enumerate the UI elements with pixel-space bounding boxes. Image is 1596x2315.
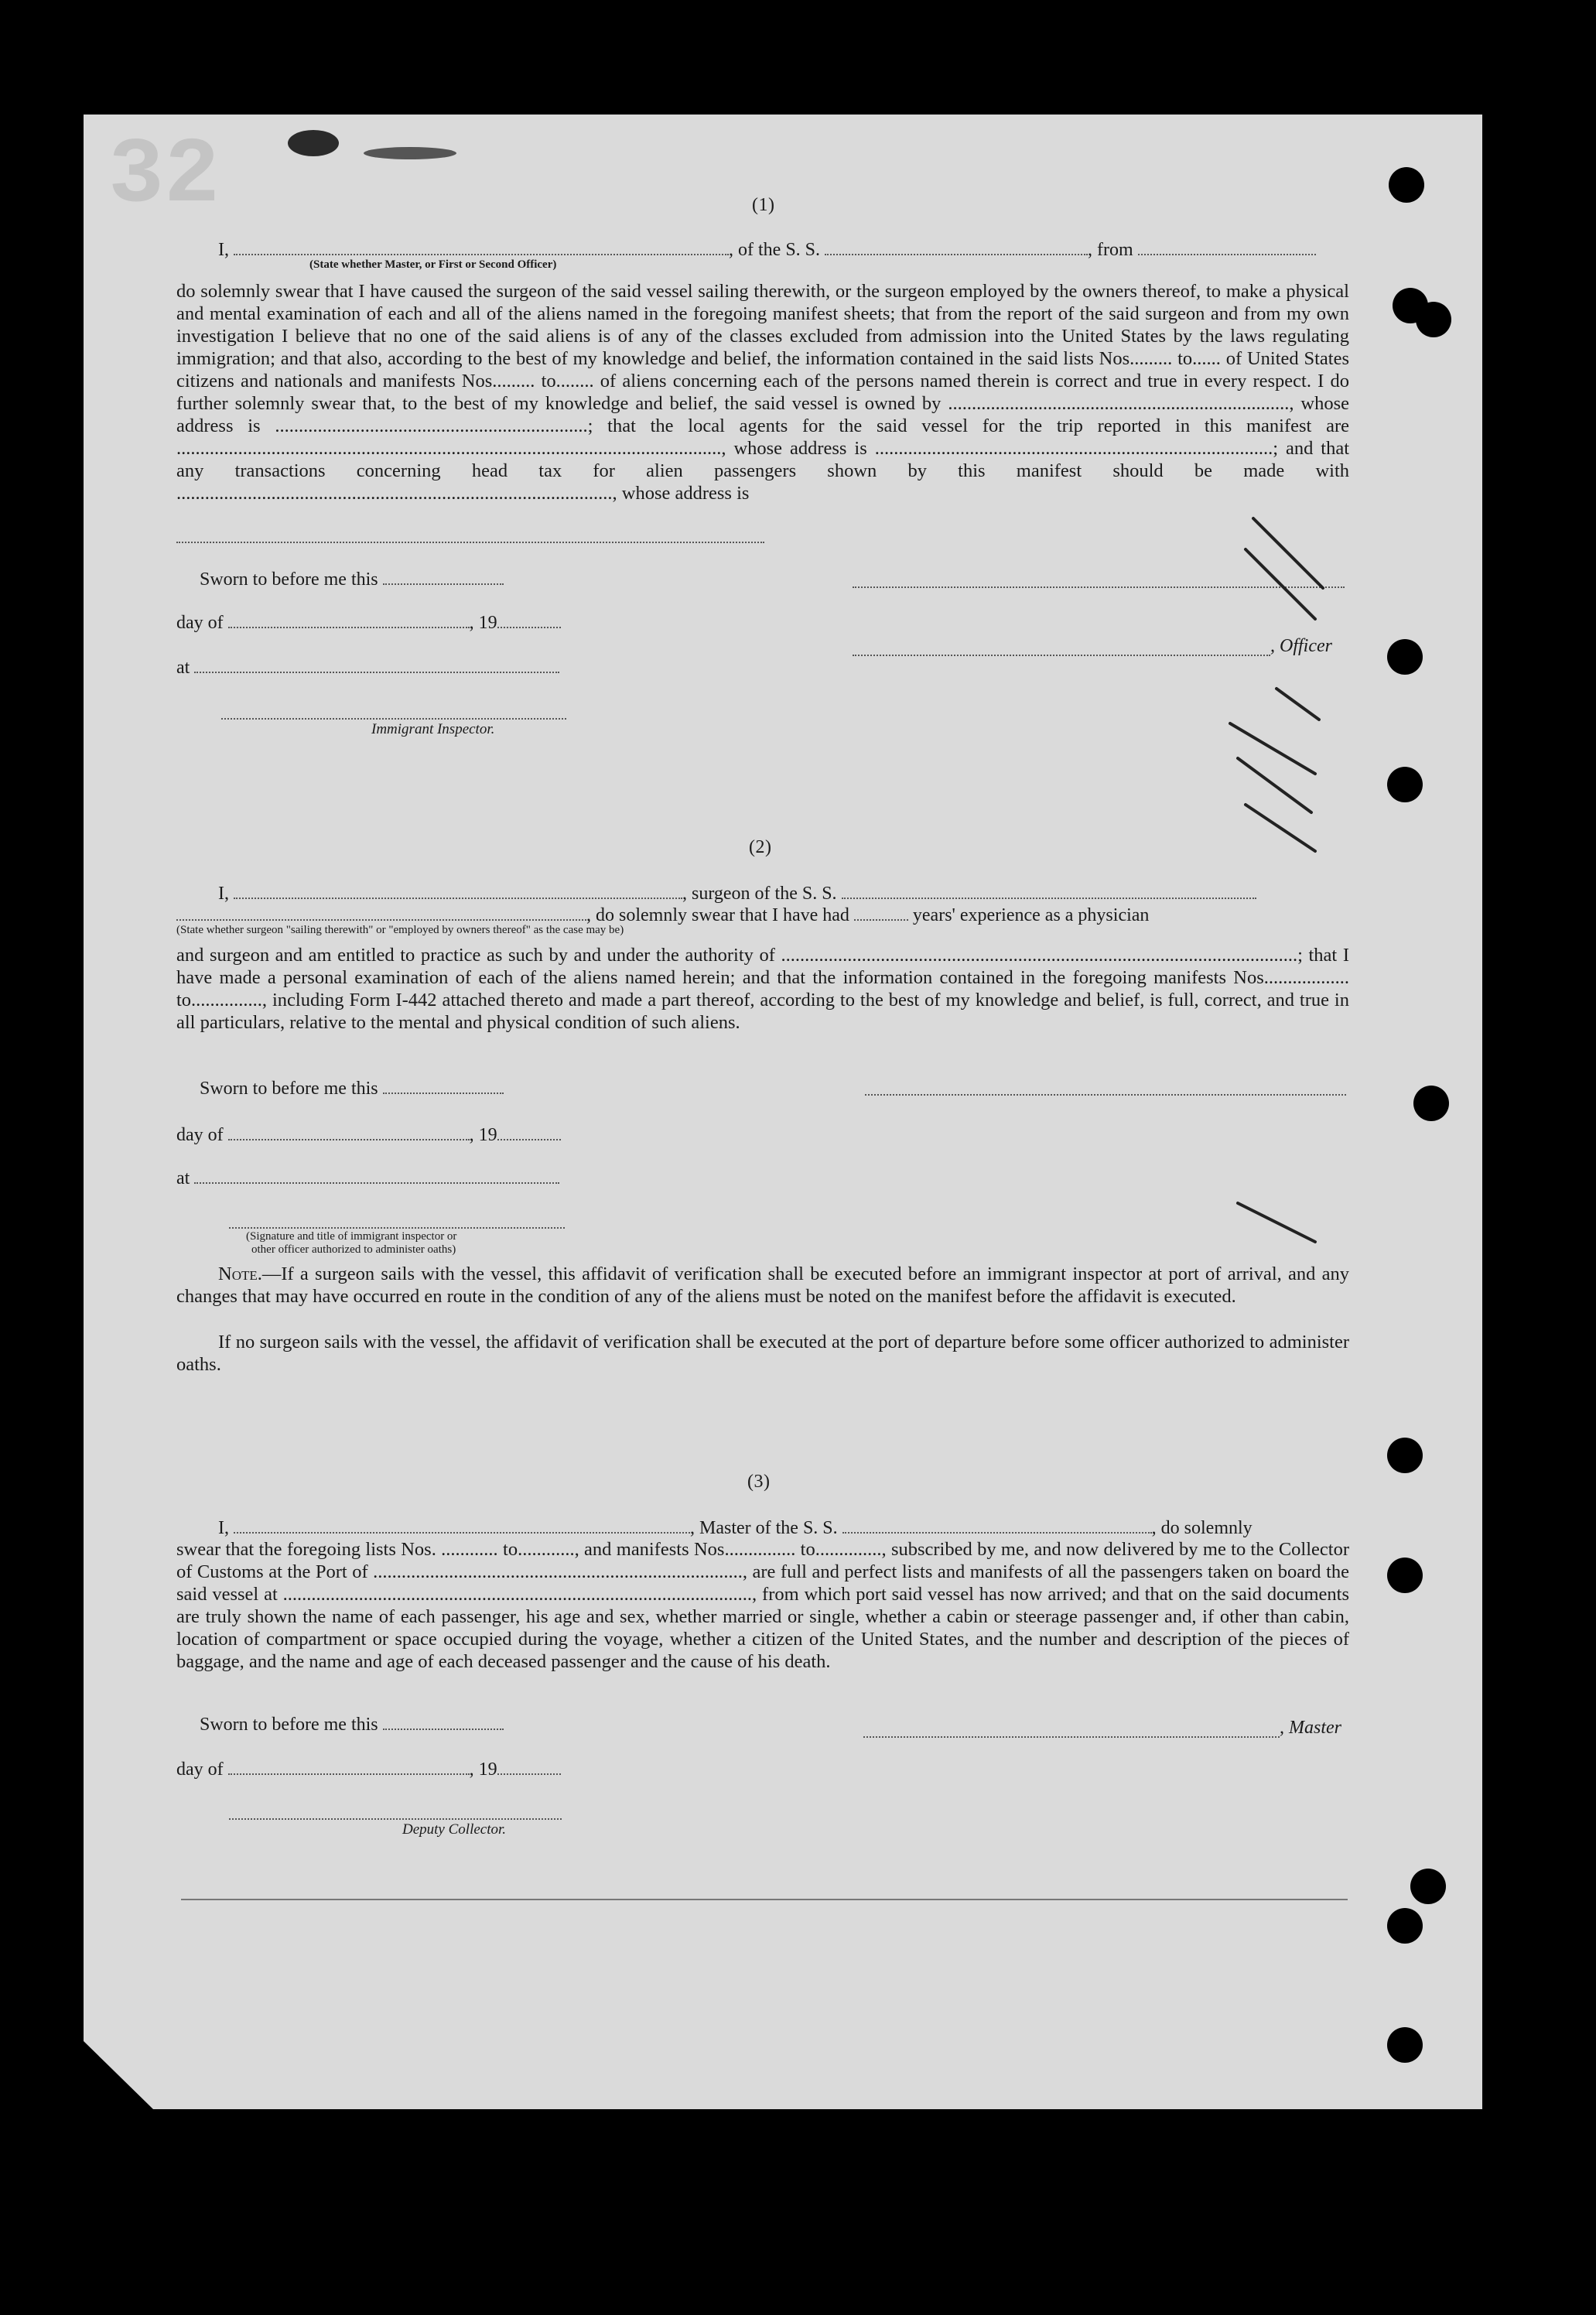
check-mark bbox=[1276, 689, 1319, 720]
sec2-sig-note-1: (Signature and title of immigrant inspector or bbox=[246, 1230, 457, 1243]
check-mark bbox=[1238, 1203, 1315, 1242]
binder-hole bbox=[1416, 302, 1451, 337]
sec1-officer-label: , Officer bbox=[1270, 636, 1332, 656]
sec2-at: at bbox=[176, 1167, 559, 1189]
binder-hole bbox=[1387, 1438, 1423, 1473]
sec2-signature-line-2 bbox=[229, 1227, 565, 1229]
binder-hole bbox=[1387, 2027, 1423, 2063]
sec3-line1: I, , Master of the S. S. , do solemnly bbox=[218, 1518, 1253, 1538]
binder-hole bbox=[1413, 1086, 1449, 1121]
sec2-paragraph: and surgeon and am entitled to practice as such by and under the authority of .............................................................................................................; that I have made a personal examination of each of the aliens named herein; and that the information contained in the foregoing manifests Nos.................. to..............., including Form I-442 attached thereto and made a part thereof, according to the best of my knowledge and belief, is full, correct, and true in all particulars, relative to the mental and physical condition of such aliens. bbox=[176, 945, 1349, 1033]
check-marks bbox=[1222, 503, 1346, 1277]
section-2-number: (2) bbox=[749, 837, 772, 857]
sec3-sworn: Sworn to before me this bbox=[200, 1713, 504, 1735]
sec2-line2: , do solemnly swear that I have had years' experience as a physician bbox=[176, 904, 1149, 926]
check-mark bbox=[1230, 723, 1315, 774]
sec1-day-of: day of , 19 bbox=[176, 611, 561, 634]
sec3-master-line bbox=[863, 1736, 1280, 1738]
binder-hole bbox=[1410, 1869, 1446, 1904]
sec2-subnote: (State whether surgeon "sailing therewith" or "employed by owners thereof" as the case may be) bbox=[176, 924, 624, 936]
sec3-day-of: day of , 19 bbox=[176, 1758, 561, 1780]
binder-hole bbox=[1389, 167, 1424, 203]
sec2-sworn: Sworn to before me this bbox=[200, 1077, 504, 1099]
sec3-collector-line bbox=[229, 1818, 562, 1820]
check-mark bbox=[1246, 549, 1315, 619]
binder-hole bbox=[1387, 1908, 1423, 1944]
sec2-line1: I, , surgeon of the S. S. bbox=[218, 882, 1256, 904]
sec1-sworn: Sworn to before me this bbox=[200, 568, 504, 590]
page-mark: 32 bbox=[108, 124, 220, 229]
sec2-note-2: If no surgeon sails with the vessel, the affidavit of verification shall be executed at the port of departure before some officer authorized to administer oaths. bbox=[176, 1332, 1349, 1375]
sec1-at: at bbox=[176, 656, 559, 679]
sec1-address-line bbox=[176, 542, 764, 543]
ink-smudge bbox=[364, 147, 456, 159]
binder-hole bbox=[1387, 767, 1423, 802]
section-3-number: (3) bbox=[747, 1472, 771, 1492]
ink-smudge bbox=[288, 130, 339, 156]
sec2-day-of: day of , 19 bbox=[176, 1123, 561, 1146]
sec1-subnote: (State whether Master, or First or Second Officer) bbox=[309, 258, 557, 271]
sec2-sig-note-2: other officer authorized to administer oaths) bbox=[251, 1243, 456, 1256]
sec1-inspector-line bbox=[221, 718, 566, 720]
check-mark bbox=[1253, 518, 1323, 588]
section-1-number: (1) bbox=[752, 195, 775, 215]
sec2-note-1: Note.—If a surgeon sails with the vessel, this affidavit of verification shall be executed before an immigrant inspector at port of arrival, and any changes that may have occurred en route in the condition of any of the aliens must be noted on the manifest before the affidavit is executed. bbox=[176, 1264, 1349, 1307]
sec1-paragraph: do solemnly swear that I have caused the surgeon of the said vessel sailing therewith, or the surgeon employed by the owners thereof, to make a physical and mental examination of each and all of the aliens named in the foregoing manifest sheets; that from the report of the said surgeon and from my own investigation I believe that no one of the said aliens is of any of the classes excluded from admission into the United States by the laws regulating immigration; and that also, according to the best of my knowledge and belief, the information contained in the said lists Nos......... to...... of United States citizens and nationals and manifests Nos......... to........ of aliens concerning each of the persons named therein is correct and true in every respect. I do further solemnly swear that, to the best of my knowledge and belief, the said vessel is owned by ........................................................................, whose address is ..................................................................; that the local agents for the said vessel for the trip reported in this manifest are ..................................................................................................................., whose address is ....................................................................................; and that any transactions concerning head tax for alien passengers shown by this manifest should be made with ............................................................................................, whose address is bbox=[176, 281, 1349, 504]
sec1-officer-line bbox=[853, 655, 1270, 656]
sec1-inspector-label: Immigrant Inspector. bbox=[371, 721, 495, 737]
sec1-line1: I, , of the S. S. , from bbox=[218, 238, 1316, 261]
sec3-paragraph: swear that the foregoing lists Nos. ............ to............, and manifests Nos............... to.............., subscribed by me, and now delivered by me to the Collector of Customs at the Port of .............................................................................., are full and perfect lists and manifests of all the passengers taken on board the said vessel at ..................................................................................................., from which port said vessel has now arrived; and that on the said documents are truly shown the name of each passenger, his age and sex, whether married or single, whether a cabin or steerage passenger and, if other than cabin, location of compartment or space occupied during the voyage, whether a citizen of the United States, and the number and description of the pieces of baggage, and the name and age of each deceased passenger and the cause of his death. bbox=[176, 1539, 1349, 1672]
check-mark bbox=[1246, 805, 1315, 851]
sec3-collector-label: Deputy Collector. bbox=[402, 1821, 507, 1838]
binder-hole bbox=[1387, 639, 1423, 675]
sec3-master-label: , Master bbox=[1280, 1718, 1341, 1738]
bottom-rule bbox=[181, 1899, 1348, 1900]
binder-hole bbox=[1387, 1558, 1423, 1593]
